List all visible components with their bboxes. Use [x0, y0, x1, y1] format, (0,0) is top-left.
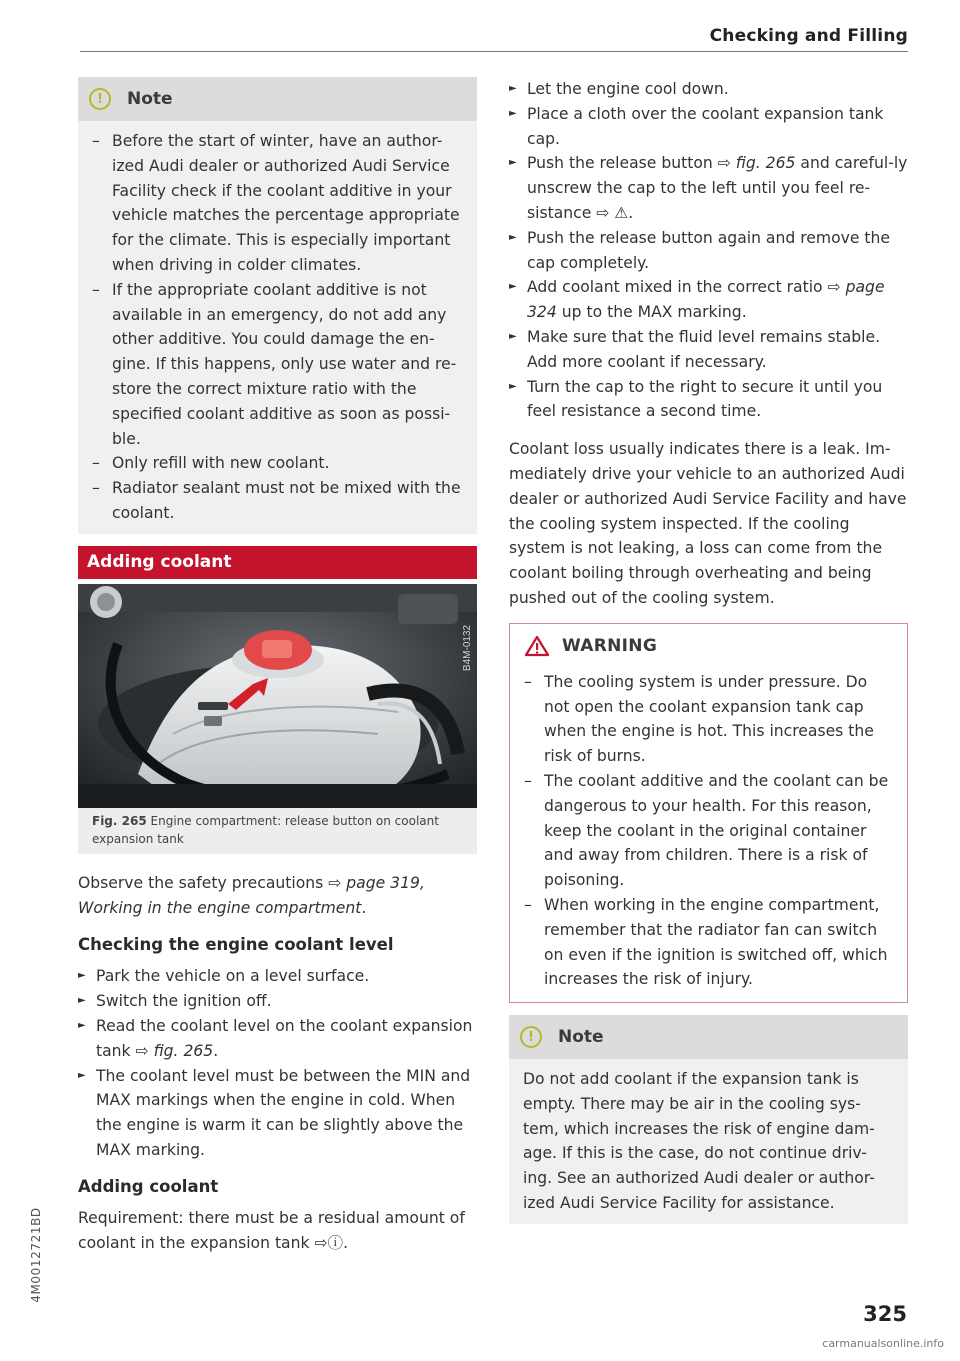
step-text: and careful-ly unscrew the cap to the left until you feel re-sistance ⇨ — [527, 154, 908, 222]
requirement-suffix: . — [343, 1233, 349, 1252]
watermark: carmanualsonline.info — [822, 1337, 944, 1350]
intro-paragraph — [78, 871, 477, 921]
warning-list — [524, 670, 891, 992]
list-item: ► Turn the cap to the right to secure it until you feel resistance a second time. — [509, 375, 908, 425]
note-reference-icon[interactable]: ⓘ — [327, 1233, 344, 1252]
list-item: ► The coolant level must be between the MIN and MAX markings when the engine in cold. When the engine is warm it can be slightly above the MAX marking. — [78, 1064, 477, 1163]
document-code — [28, 1195, 44, 1315]
list-item: ► Make sure that the fluid level remains stable. Add more coolant if necessary. — [509, 325, 908, 375]
warning-reference-icon[interactable]: ⚠. — [614, 203, 634, 222]
list-item: – Before the start of winter, have an author-ized Audi dealer or authorized Audi Service Facility check if the coolant additive in your vehicle matches the percentage appropriate for the climate. This is especially important when driving in colder climates. — [92, 129, 461, 278]
page-number: 325 — [863, 1302, 907, 1326]
note-title: Note — [558, 1027, 604, 1048]
note-title: Note — [127, 89, 173, 109]
note-body — [78, 121, 477, 534]
step-text: up to the MAX marking. — [561, 303, 747, 322]
requirement-text: Requirement: there must be a residual amount of coolant in the expansion tank ⇨ — [78, 1208, 465, 1252]
step-text: Add coolant mixed in the correct ratio ⇨ — [527, 278, 841, 297]
list-item — [78, 1014, 477, 1064]
fig-link[interactable]: fig. 265 — [735, 154, 796, 173]
list-item: – Radiator sealant must not be mixed with the coolant. — [92, 476, 461, 526]
list-item: ► Place a cloth over the coolant expansion tank cap. — [509, 102, 908, 152]
note-header — [78, 77, 477, 121]
requirement-paragraph — [78, 1206, 477, 1256]
note-header — [509, 1015, 908, 1059]
page-link[interactable]: page 324 — [527, 278, 885, 322]
document-code-text: 4M0012721BD — [29, 1207, 43, 1303]
right-column — [509, 77, 908, 1224]
figure-code: B4M-0132 — [462, 624, 473, 671]
warning-header — [510, 624, 907, 668]
note-box-winter — [78, 77, 477, 534]
note-box-empty-tank — [509, 1015, 908, 1224]
info-circle-icon: ! — [520, 1026, 542, 1048]
intro-prefix: Observe the safety precautions ⇨ — [78, 873, 342, 892]
list-item — [509, 151, 908, 225]
list-item: – If the appropriate coolant additive is not available in an emergency, do not add any other additive. You could damage the en-gine. If this happens, only use water and re-store the correct mixture ratio with the specified coolant additive as soon as possi-ble. — [92, 278, 461, 452]
info-circle-icon: ! — [89, 88, 111, 110]
list-item: ► Push the release button again and remove the cap completely. — [509, 226, 908, 276]
step-suffix: . — [213, 1041, 219, 1060]
leak-paragraph: Coolant loss usually indicates there is a leak. Im-mediately drive your vehicle to an authorized Audi dealer or authorized Audi Service Facility and have the cooling system inspected. If the cooling system is not leaking, a loss can come from the coolant boiling through overheating and being pushed out of the cooling system. — [509, 440, 907, 607]
list-item: – The cooling system is under pressure. Do not open the coolant expansion tank cap when the engine is hot. This increases the risk of burns. — [524, 670, 891, 769]
left-column — [78, 77, 477, 1255]
figure-caption — [78, 808, 477, 848]
warning-body — [510, 668, 907, 1002]
checking-level-heading: Checking the engine coolant level — [78, 935, 394, 955]
list-item: – The coolant additive and the coolant can be dangerous to your health. For this reason, keep the coolant in the original container and away from children. There is a risk of poisoning. — [524, 769, 891, 893]
list-item — [509, 275, 908, 325]
checking-steps — [78, 964, 477, 1162]
figure-caption-label: Fig. 265 — [92, 813, 147, 828]
header-rule — [80, 51, 908, 52]
step-text: Read the coolant level on the coolant expansion tank ⇨ — [96, 1016, 473, 1060]
list-item: – When working in the engine compartment, remember that the radiator fan can switch on even if the ignition is switched off, which increases the risk of injury. — [524, 893, 891, 992]
section-heading-adding-coolant: Adding coolant — [78, 546, 477, 579]
warning-triangle-icon — [524, 635, 550, 657]
engine-compartment-illustration — [78, 584, 477, 808]
intro-page-link[interactable]: page 319, Working in the engine compartment — [78, 873, 425, 917]
adding-coolant-heading: Adding coolant — [78, 1176, 219, 1196]
adding-steps — [509, 77, 908, 424]
fig-link[interactable]: fig. 265 — [153, 1041, 214, 1060]
warning-box — [509, 623, 908, 1003]
list-item: – Only refill with new coolant. — [92, 451, 461, 476]
list-item: ► Let the engine cool down. — [509, 77, 908, 102]
figure-265 — [78, 584, 477, 854]
note-text: Do not add coolant if the expansion tank is empty. There may be air in the cooling sys-tem, which increases the risk of engine dam-age. If this is the case, do not continue driv-ing. See an authorized Audi dealer or author-ized Audi Service Facility for assistance. — [523, 1070, 875, 1213]
page-header-title: Checking and Filling — [709, 26, 908, 46]
list-item: ► Switch the ignition off. — [78, 989, 477, 1014]
list-item: ► Park the vehicle on a level surface. — [78, 964, 477, 989]
note-list — [92, 129, 461, 526]
note-body — [509, 1059, 908, 1224]
intro-suffix: . — [361, 898, 367, 917]
figure-caption-text: Engine compartment: release button on coolant expansion tank — [92, 813, 439, 846]
step-text: Push the release button ⇨ — [527, 154, 731, 173]
warning-title: WARNING — [562, 635, 658, 656]
